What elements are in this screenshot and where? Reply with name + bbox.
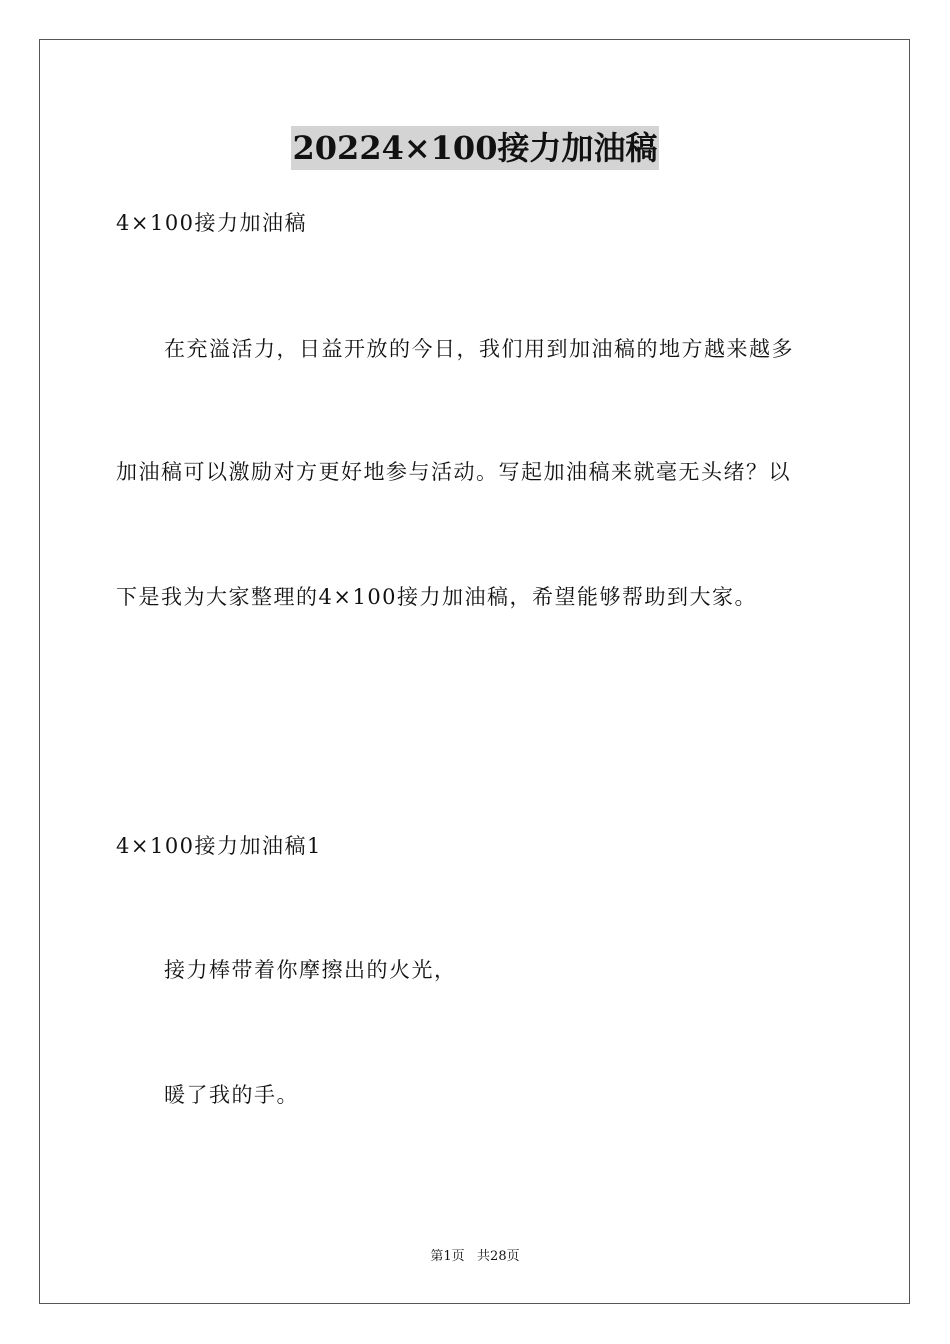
poem-line-1: 接力棒带着你摩擦出的火光，: [164, 958, 457, 982]
intro-line-1: 在充溢活力，日益开放的今日，我们用到加油稿的地方越来越多: [164, 337, 794, 361]
title-container: [0, 126, 950, 170]
document-subtitle: 4×100接力加油稿: [116, 211, 308, 235]
intro-line-3: 下是我为大家整理的4×100接力加油稿，希望能够帮助到大家。: [116, 585, 758, 609]
document-title: 20224×100接力加油稿: [291, 126, 660, 170]
section-heading: 4×100接力加油稿1: [116, 834, 322, 858]
intro-line-2: 加油稿可以激励对方更好地参与活动。写起加油稿来就毫无头绪？以: [116, 460, 791, 484]
page-footer: 第1页 共28页: [430, 1249, 520, 1264]
poem-line-2: 暖了我的手。: [164, 1083, 299, 1107]
